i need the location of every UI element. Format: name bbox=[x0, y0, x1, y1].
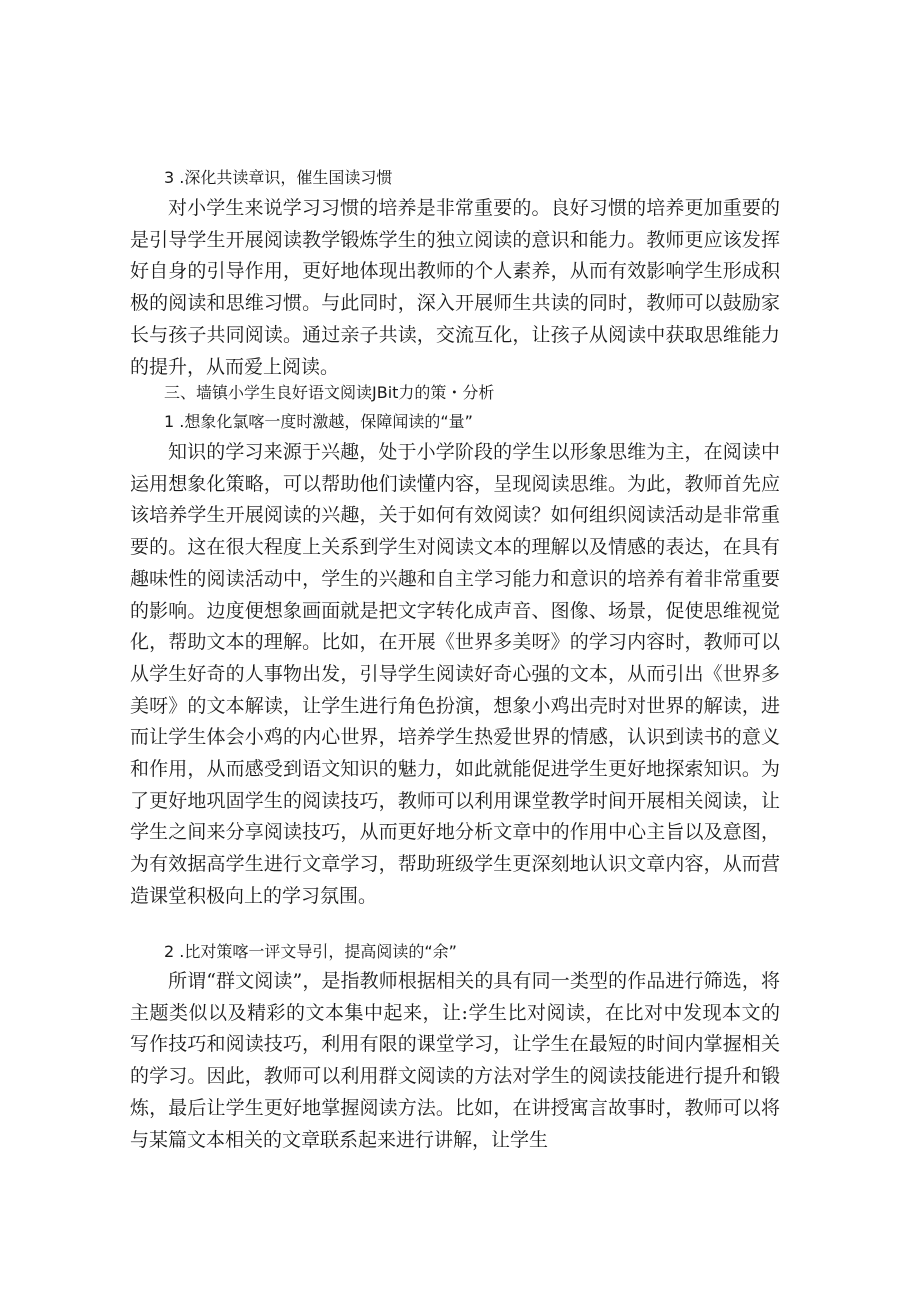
subheading-2-comparison-strategy: 2 .比对策喀一评文导引，提高阅读的“余” bbox=[164, 942, 457, 961]
subheading-3-shared-reading: 3 .深化共读章识，催生国读习惯 bbox=[164, 168, 393, 187]
section-heading-strategy-analysis: 三、墙镇小学生良好语文阅读JBit力的策・分析 bbox=[164, 383, 495, 402]
paragraph-imagination-strategy: 知识的学习来源于兴趣，处于小学阶段的学生以形象思维为主，在阅读中运用想象化策略，可以帮助他们读懂内容，呈现阅读思维。为此，教师首先应该培养学生开展阅读的兴趣，关于如何有效阅读？如何组织阅读活动是非常重要的。这在很大程度上关系到学生对阅读文本的理解以及情感的表达，在具有趣味性的阅读活动中，学生的兴趣和自主学习能力和意识的培养有着非常重要的影响。边度便想象画面就是把文字转化成声音、图像、场景，促使思维视觉化，帮助文本的理解。比如，在开展《世界多美呀》的学习内容时，教师可以从学生好奇的人事物出发，引导学生阅读好奇心强的文本，从而引出《世界多美呀》的文本解读，让学生进行角色扮演，想象小鸡出壳时对世界的解读，进而让学生体会小鸡的内心世界，培养学生热爱世界的情感，认识到读书的意义和作用，从而感受到语文知识的魅力，如此就能促进学生更好地探索知识。为了更好地巩固学生的阅读技巧，教师可以利用课堂教学时间开展相关阅读，让学生之间来分享阅读技巧，从而更好地分析文章中的作用中心主旨以及意图，为有效据高学生进行文章学习，帮助班级学生更深刻地认识文章内容，从而营造课堂积极向上的学习氛围。 bbox=[130, 441, 780, 907]
paragraph-reading-habits: 对小学生来说学习习惯的培养是非常重要的。良好习惯的培养更加重要的是引导学生开展阅读教学锻炼学生的独立阅读的意识和能力。教师更应该发挥好自身的引导作用，更好地体现出教师的个人素养，从而有效影响学生形成积极的阅读和思维习惯。与此同时，深入开展师生共读的同时，教师可以鼓励家长与孩子共同阅读。通过亲子共读，交流互化，让孩子从阅读中获取思维能力的提升，从而爱上阅读。 bbox=[130, 197, 780, 378]
paragraph-group-reading: 所谓“群文阅读”，是指教师根据相关的具有同一类型的作品进行筛选，将主题类似以及精彩的文本集中起来，让:学生比对阅读，在比对中发现本文的写作技巧和阅读技巧，利用有限的课堂学习，让学生在最短的时间内掌握相关的学习。因此，教师可以利用群文阅读的方法对学生的阅读技能进行提升和锻炼，最后让学生更好地掌握阅读方法。比如，在讲授寓言故事时，教师可以将与某篇文本相关的文章联系起来进行讲解，让学生 bbox=[130, 970, 780, 1151]
subheading-1-imagination-strategy: 1 .想象化氯喀一度时激越，保障闻读的“量” bbox=[164, 412, 473, 431]
